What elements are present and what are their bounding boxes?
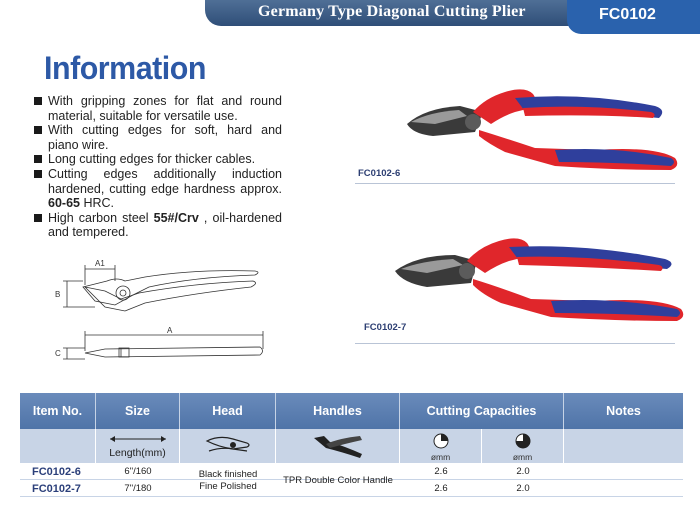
bullet-square-icon	[34, 170, 42, 178]
mm-label: ømm	[430, 452, 451, 462]
col-item-no: Item No.	[20, 393, 96, 429]
feature-item	[32, 94, 282, 123]
capacity-cell: 2.0	[516, 483, 530, 494]
bullet-square-icon	[34, 155, 42, 163]
col-head: Head	[180, 393, 276, 429]
steel-grade: 55#/Crv	[153, 210, 199, 225]
feature-text: With cutting edges for soft, hard and piano wire.	[48, 123, 282, 152]
mm-label: ømm	[512, 452, 533, 462]
col-handles: Handles	[276, 393, 400, 429]
feature-list	[32, 94, 282, 240]
plier-photo-6	[355, 78, 690, 186]
item-no-cell: FC0102-7	[32, 482, 81, 495]
length-arrow-icon	[108, 435, 168, 443]
bullet-square-icon	[34, 214, 42, 222]
feature-text: High carbon steel	[48, 210, 154, 225]
feature-item	[32, 167, 282, 211]
plier-head-icon	[203, 433, 253, 459]
feature-item	[32, 211, 282, 240]
table-icon-row	[20, 429, 683, 463]
hardness-value: 60-65	[48, 196, 80, 211]
capacity-cell: 2.6	[434, 466, 448, 477]
caption-divider	[355, 343, 675, 344]
col-size: Size	[96, 393, 180, 429]
feature-item	[32, 152, 282, 167]
dimension-c-label: C	[55, 349, 61, 358]
size-cell: 6"/160	[124, 466, 152, 477]
length-label: Length(mm)	[109, 447, 166, 459]
capacity-cell: 2.0	[516, 466, 530, 477]
capacity-icon-cell-1	[400, 429, 482, 463]
handle-icon-cell	[276, 429, 400, 463]
bullet-square-icon	[34, 126, 42, 134]
head-finish-line: Black finished	[198, 469, 258, 480]
feature-text: Long cutting edges for thicker cables.	[48, 152, 256, 167]
table-header	[20, 393, 683, 429]
page-title: Germany Type Diagonal Cutting Plier	[258, 3, 526, 20]
soft-wire-icon	[432, 432, 450, 450]
feature-item	[32, 123, 282, 152]
spec-table	[20, 393, 683, 497]
capacity-cell: 2.6	[434, 483, 448, 494]
item-no-cell: FC0102-6	[32, 465, 81, 478]
col-cutting-capacities: Cutting Capacities	[400, 393, 564, 429]
plier-photo-7	[355, 225, 690, 335]
length-cell	[96, 429, 180, 463]
feature-text: Cutting edges additionally induction hardened, cutting edge hardness approx.	[48, 166, 282, 196]
bullet-square-icon	[34, 97, 42, 105]
dimension-b-label: B	[55, 290, 61, 299]
product-code-badge	[567, 0, 700, 34]
dimension-a1-label: A1	[95, 259, 105, 268]
col-notes: Notes	[606, 404, 641, 418]
information-heading: Information	[44, 50, 206, 86]
feature-text: , oil-hardened and tempered.	[48, 210, 282, 240]
dimension-a-label: A	[167, 326, 173, 335]
photo-caption: FC0102-7	[364, 322, 407, 333]
capacity-icon-cell-2	[482, 429, 564, 463]
caption-divider	[355, 183, 675, 184]
feature-text: HRC.	[79, 196, 115, 211]
head-icon-cell	[180, 429, 276, 463]
technical-drawing	[45, 255, 275, 375]
product-code: FC0102	[599, 6, 656, 23]
head-finish-cell	[180, 468, 276, 494]
hard-wire-icon	[514, 432, 532, 450]
size-cell: 7"/180	[124, 483, 152, 494]
handles-cell: TPR Double Color Handle	[283, 475, 393, 486]
feature-text: With gripping zones for flat and round material, suitable for versatile use.	[48, 94, 282, 123]
head-finish-line: Fine Polished	[199, 481, 257, 492]
plier-handle-icon	[310, 432, 366, 460]
photo-caption: FC0102-6	[358, 168, 401, 179]
